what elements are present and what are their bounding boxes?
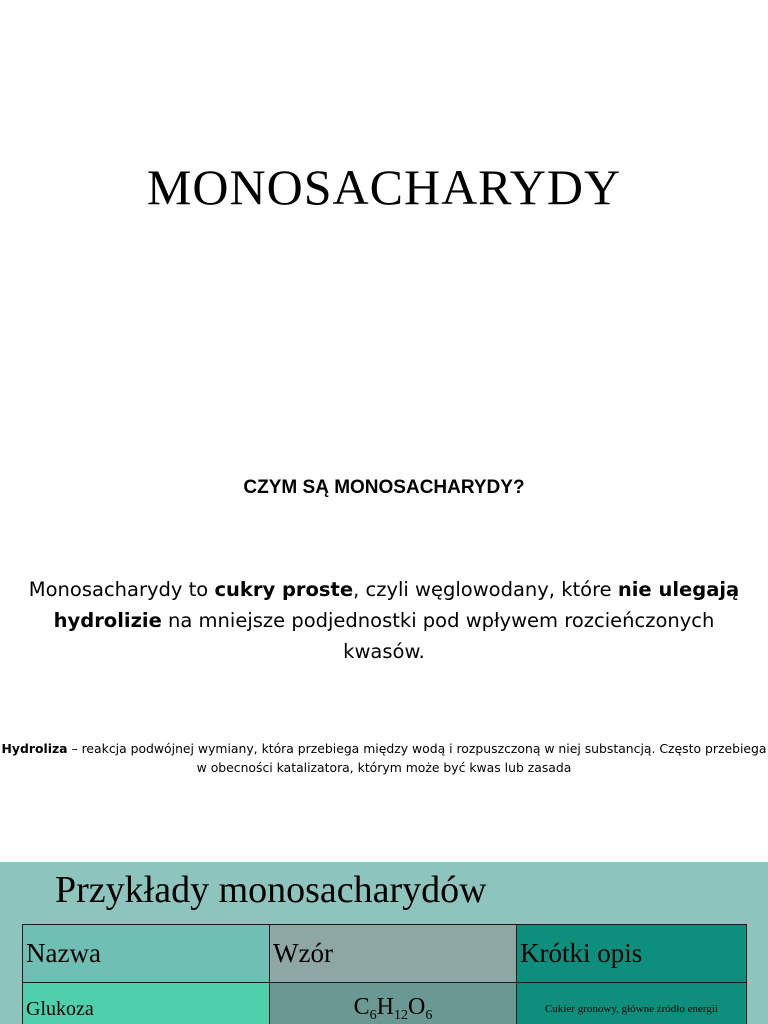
formula-h: H bbox=[376, 994, 394, 1020]
definition-bold-1: cukry proste bbox=[214, 578, 354, 601]
column-header-description: Krótki opis bbox=[517, 925, 747, 983]
section-question: CZYM SĄ MONOSACHARYDY? bbox=[243, 477, 525, 498]
table-header-row bbox=[23, 925, 747, 983]
column-header-name: Nazwa bbox=[23, 925, 270, 983]
definition-text-3: na mniejsze podjednostki pod wpływem rozcieńczonych kwasów. bbox=[161, 609, 715, 663]
definition-text-2: , czyli węglowodany, które bbox=[353, 578, 618, 601]
formula-c-count: 6 bbox=[369, 1008, 377, 1023]
formula-o: O bbox=[408, 994, 426, 1020]
definition-bold-2: nie ulegają hydrolizie bbox=[53, 578, 740, 632]
table-row bbox=[23, 983, 747, 1024]
note-text: – reakcja podwójnej wymiany, która przebiega między wodą i rozpuszczoną w niej substancją. Często przebiega w obecności katalizatora, którym może być kwas lub zasada bbox=[67, 741, 767, 775]
examples-panel bbox=[0, 862, 768, 1024]
cell-name: Glukoza bbox=[23, 983, 270, 1024]
note-term: Hydroliza bbox=[1, 741, 68, 756]
hydrolysis-note bbox=[0, 739, 768, 777]
definition-text-1: Monosacharydy to bbox=[28, 578, 215, 601]
examples-heading: Przykłady monosacharydów bbox=[55, 869, 487, 911]
column-header-formula: Wzór bbox=[270, 925, 517, 983]
examples-table bbox=[22, 924, 747, 1024]
page-title: MONOSACHARYDY bbox=[146, 159, 622, 215]
formula-h-count: 12 bbox=[394, 1008, 408, 1023]
cell-formula bbox=[270, 983, 517, 1024]
definition-paragraph bbox=[14, 574, 754, 667]
cell-description: Cukier gronowy, główne źródło energii bbox=[517, 983, 747, 1024]
formula-c: C bbox=[353, 994, 370, 1020]
formula-o-count: 6 bbox=[425, 1008, 433, 1023]
